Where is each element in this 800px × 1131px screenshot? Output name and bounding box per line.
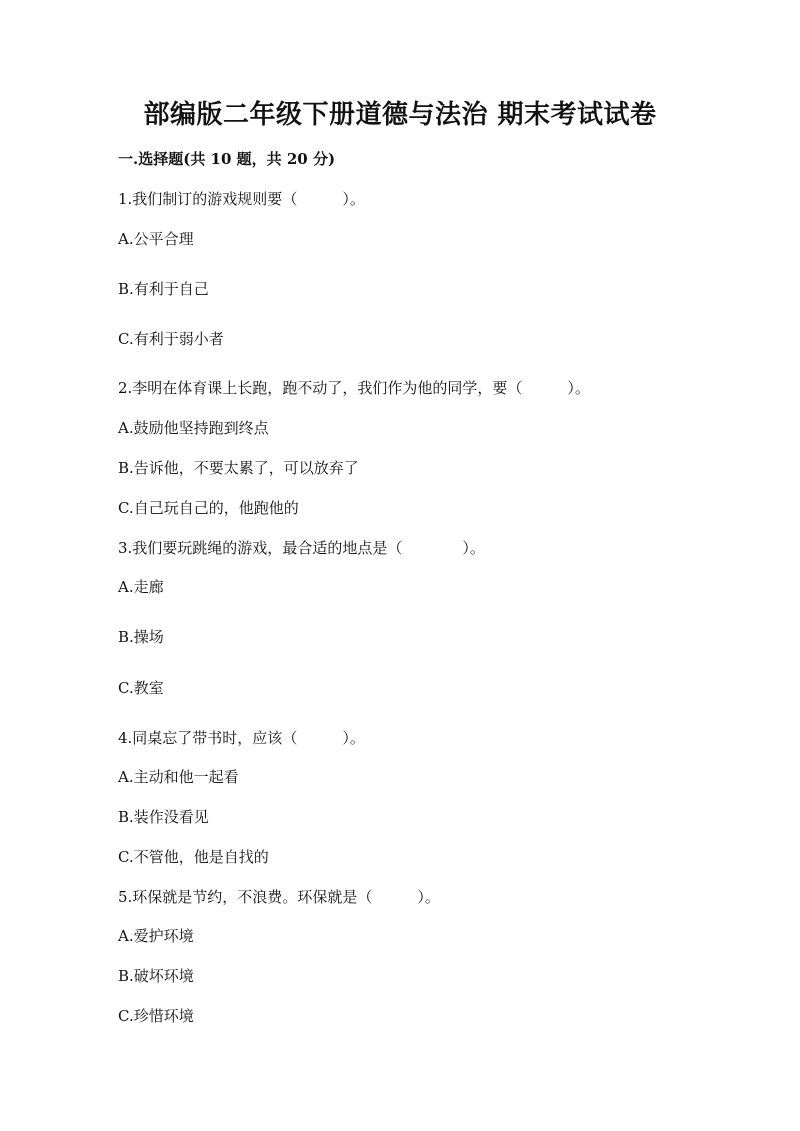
option-a: A.公平合理 xyxy=(118,230,194,248)
option-a: A.爱护环境 xyxy=(118,927,194,945)
exam-title: 部编版二年级下册道德与法治 期末考试试卷 xyxy=(143,100,657,130)
option-b: B.操场 xyxy=(118,628,164,646)
question-stem: 1.我们制订的游戏规则要（ ）。 xyxy=(118,190,365,208)
option-b: B.告诉他，不要太累了，可以放弃了 xyxy=(118,459,359,477)
option-c: C.不管他，他是自找的 xyxy=(118,848,269,866)
question-stem: 3.我们要玩跳绳的游戏，最合适的地点是（ ）。 xyxy=(118,539,485,557)
option-a: A.鼓励他坚持跑到终点 xyxy=(118,419,269,437)
option-c: C.有利于弱小者 xyxy=(118,330,224,348)
option-a: A.主动和他一起看 xyxy=(118,768,239,786)
question-stem: 5.环保就是节约，不浪费。环保就是（ ）。 xyxy=(118,888,440,906)
question-stem: 4.同桌忘了带书时，应该（ ）。 xyxy=(118,729,365,747)
section-heading: 一.选择题(共 10 题，共 20 分) xyxy=(118,150,336,168)
option-c: C.珍惜环境 xyxy=(118,1007,194,1025)
option-c: C.自己玩自己的，他跑他的 xyxy=(118,499,299,517)
option-c: C.教室 xyxy=(118,679,164,697)
option-b: B.装作没看见 xyxy=(118,808,209,826)
option-a: A.走廊 xyxy=(118,578,164,596)
option-b: B.有利于自己 xyxy=(118,280,209,298)
question-stem: 2.李明在体育课上长跑，跑不动了，我们作为他的同学，要（ ）。 xyxy=(118,379,590,397)
option-b: B.破坏环境 xyxy=(118,967,194,985)
